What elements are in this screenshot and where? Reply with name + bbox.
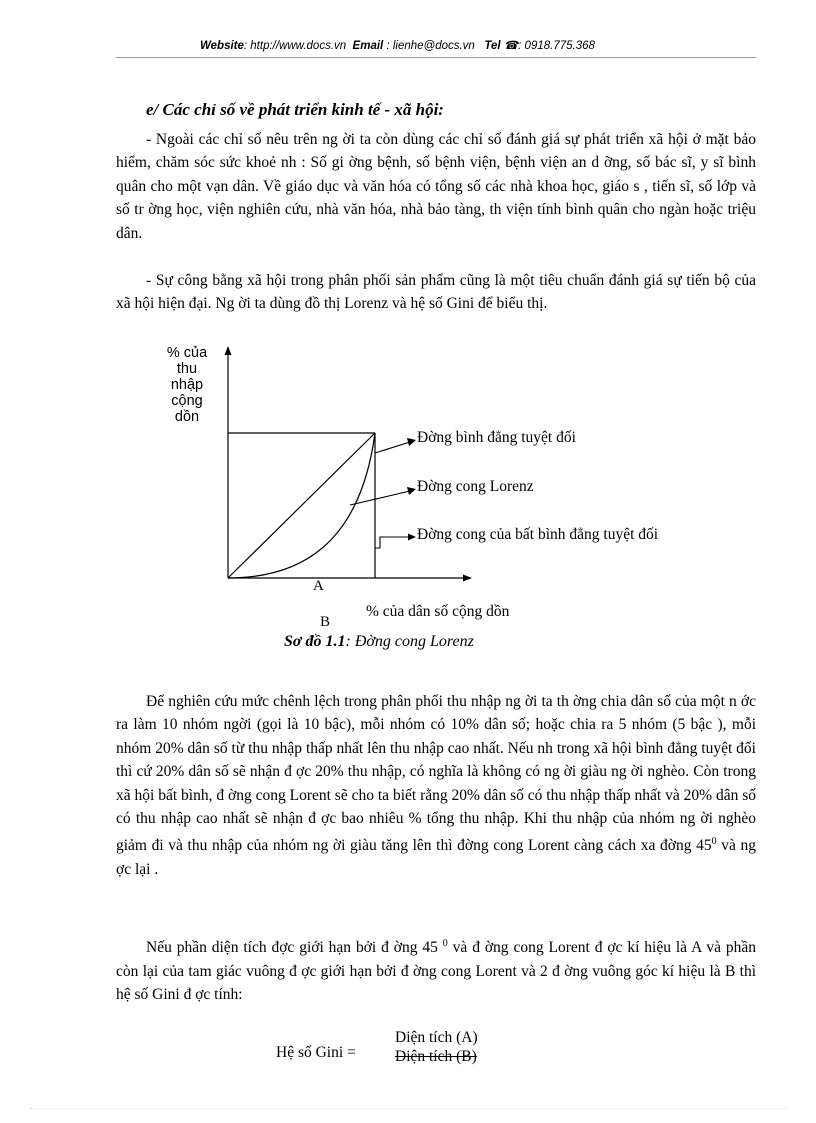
area-b-label: B bbox=[320, 614, 331, 630]
formula-fraction bbox=[395, 1028, 478, 1066]
email-value[interactable]: : lienhe@docs.vn bbox=[386, 40, 475, 52]
formula-numerator: Diện tích (A) bbox=[395, 1029, 478, 1046]
pointer-inequality-head bbox=[408, 534, 416, 541]
degree-superscript: 0 bbox=[711, 836, 717, 848]
website-value[interactable]: : http://www.docs.vn bbox=[243, 40, 347, 52]
formula-denominator: Diện tích (B) bbox=[395, 1048, 477, 1065]
figure-caption bbox=[284, 633, 474, 651]
pointer-lorenz bbox=[350, 491, 410, 505]
paragraph-income-text: Để nghiên cứu mức chênh lệch trong phân phối thu nhập ng ời ta th ờng chia dân số của một n ớc ra làm 10 nhóm ngời (gọi là 10 bậc), mỗi nhóm có 10% dân số; hoặc chia ra 5 nhóm (5 bậc ), mỗi nhóm 20% dân số từ thu nhập thấp nhất lên thu nhập cao nhất. Nếu nh trong xã hội bình đẳng tuyệt đối thì cứ 20% dân số sẽ nhận đ ợc 20% thu nhập, có nghĩa là không có ng ời giàu ng ời nghèo. Còn trong xã hội bất bình, đ ờng cong Lorent sẽ cho ta biết rằng 20% dân số có thu nhập thấp nhất và 20% dân số có thu nhập cao nhất sẽ nhận đ ợc bao nhiêu % tổng thu nhập. Khi thu nhập của nhóm ng ời nghèo giảm đi và thu nhập của nhóm ng ời giàu tăng lên thì đờng cong Lorent càng cách xa đờng 45 bbox=[116, 693, 756, 855]
inequality-line-label: Đờng cong của bất bình đẳng tuyệt đối bbox=[417, 526, 659, 543]
paragraph-gini-text: Nếu phần diện tích đợc giới hạn bởi đ ờng 45 bbox=[146, 939, 443, 957]
area-a-label: A bbox=[313, 578, 324, 594]
paragraph-income-tail: và ng ợc lại . bbox=[116, 837, 756, 878]
section-title: e/ Các chỉ số về phát triển kinh tế - xã hội: bbox=[146, 100, 444, 119]
pointer-equality-head bbox=[407, 438, 416, 446]
tel-label: Tel bbox=[484, 40, 501, 52]
page-header bbox=[200, 38, 595, 52]
paragraph-gini-tail: và đ ờng cong Lorent đ ợc kí hiệu là A và phần còn lại của tam giác vuông đ ợc giới hạn bởi đ ờng cong Lorent và 2 đ ờng vuông góc kí hiệu là B thì hệ số Gini đ ợc tính: bbox=[116, 939, 756, 1003]
paragraph-social-indicators: - Ngoài các chỉ số nêu trên ng ời ta còn dùng các chỉ số đánh giá sự phát triển xã hội ở mặt bảo hiểm, chăm sóc sức khoẻ nh : Số gi ờng bệnh, số bệnh viện, bệnh viện an d ỡng, số bác sĩ, y sĩ bình quân cho một vạn dân. Về giáo dục và văn hóa có tổng số các nhà khoa học, giáo s , tiến sĩ, số lớp và số tr ờng học, viện nghiên cứu, nhà văn hóa, nhà bảo tàng, th viện tính bình quân cho ngàn hoặc triệu dân. bbox=[116, 131, 756, 242]
paragraph-gini-definition bbox=[116, 932, 756, 1006]
phone-icon: ☎ bbox=[503, 40, 519, 52]
pointer-inequality bbox=[375, 537, 410, 548]
lorenz-curve bbox=[228, 433, 375, 578]
y-axis-arrow bbox=[225, 346, 232, 355]
email-label: Email bbox=[352, 40, 384, 52]
paragraph-social-equality: - Sự công bằng xã hội trong phân phối sản phẩm cũng là một tiêu chuẩn đánh giá sự tiến bộ của xã hội hiện đại. Ng ời ta dùng đồ thị Lorenz và hệ số Gini để biểu thị. bbox=[116, 272, 756, 313]
equality-line bbox=[228, 433, 375, 578]
pointer-equality bbox=[375, 442, 410, 453]
header-divider bbox=[116, 57, 756, 58]
formula-left: Hệ số Gini = bbox=[276, 1044, 356, 1061]
caption-number: Sơ đồ 1.1 bbox=[284, 633, 346, 650]
equality-line-label: Đờng bình đẳng tuyệt đối bbox=[417, 429, 576, 446]
pointer-lorenz-head bbox=[407, 487, 416, 495]
lorenz-curve-label: Đờng cong Lorenz bbox=[417, 478, 534, 495]
caption-text: : Đờng cong Lorenz bbox=[345, 633, 474, 650]
paragraph-income-distribution bbox=[116, 690, 756, 881]
x-axis-arrow bbox=[463, 575, 472, 582]
y-axis-label: % của thu nhập cộng dồn bbox=[166, 345, 208, 425]
tel-value: : 0918.775.368 bbox=[518, 40, 595, 52]
x-axis-label: % của dân số cộng dồn bbox=[366, 603, 510, 620]
website-label: Website bbox=[200, 40, 244, 52]
footer-divider bbox=[30, 1108, 786, 1109]
degree-superscript: 0 bbox=[442, 938, 448, 949]
